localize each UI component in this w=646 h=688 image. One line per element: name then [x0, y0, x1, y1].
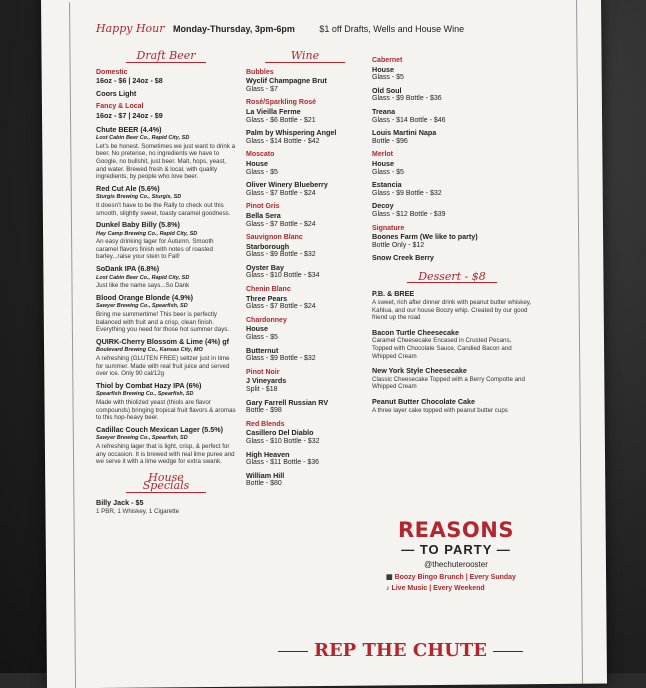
reasons-subtitle: — TO PARTY —: [401, 542, 511, 557]
brewery: Lost Cabin Beer Co., Rapid City, SD: [96, 135, 190, 142]
wine-name: Bella Sera: [246, 210, 281, 220]
beer-desc: A refreshing (GLUTEN FREE) seltzer just in time for summer. Made with real fruit juice and served over ice. Only 90 cal/12g: [96, 355, 230, 378]
beer-name: Blood Orange Blonde (4.9%): [96, 292, 194, 302]
wine-category: Rosé/Sparkling Rosé: [246, 99, 317, 107]
beer-desc: An easy drinking lager for Autumn. Smooth caramel flavors finish with notes of roasted barley...raise your stein to Fall!: [96, 238, 214, 261]
domestic-label: Domestic: [96, 68, 128, 76]
wine-category: Merlot: [372, 151, 393, 159]
brewery: Sawyer Brewing Co., Spearfish, SD: [96, 435, 188, 442]
wine-price: Glass - $10 Bottle - $34: [246, 272, 320, 280]
wine-price: Glass - $9 Bottle - $32: [372, 189, 442, 197]
dessert-list: [372, 290, 532, 414]
domestic-item: Coors Light: [96, 88, 137, 98]
happy-hour-banner: [96, 22, 464, 35]
beer-list: [96, 126, 236, 466]
wine-item: [246, 317, 364, 343]
wine-name: House: [246, 158, 268, 168]
wine-category: Cabernet: [372, 57, 403, 64]
event-music: [386, 585, 526, 592]
wine-item: [372, 57, 532, 83]
wine-name: Gary Farrell Russian RV: [246, 397, 329, 407]
rep-text: REP THE CHUTE: [314, 640, 488, 661]
calendar-icon: ▦: [386, 574, 393, 581]
wine-name: Wyclif Champagne Brut: [246, 76, 327, 86]
dessert-desc: Caramel Cheesecake Encased in Crusted Pecans, Topped with Chocolate Sauce, Candied Bacon and Whipped Cream: [372, 337, 512, 360]
wine-category: Bubbles: [246, 68, 274, 76]
wine-price: Glass - $5: [246, 334, 278, 342]
reasons-to-party: [386, 518, 526, 592]
beer-name: Cadillac Couch Mexican Lager (5.5%): [96, 424, 224, 434]
happy-hour-deal: $1 off Drafts, Wells and House Wine: [319, 24, 465, 34]
wine-price: Glass - $9 Bottle - $32: [246, 355, 316, 363]
domestic-price: 16oz - $6 | 24oz - $8: [96, 76, 163, 86]
wine-name: Boones Farm (We like to party): [372, 232, 478, 242]
wine-name: La Vieilla Ferme: [246, 106, 301, 116]
wine-item: [246, 472, 364, 489]
dessert-desc: A sweet, rich after dinner drink with peanut butter whiskey, Kahlua, and our house Boozy whip. Created by our good friend up the road: [372, 299, 532, 322]
rep-the-chute: [272, 640, 529, 661]
event-bingo-text: Boozy Bingo Brunch | Every Sunday: [394, 574, 516, 581]
brewery: Hay Camp Brewing Co., Rapid City, SD: [96, 230, 198, 237]
wine-item: [372, 87, 532, 104]
divider: [493, 651, 523, 652]
beer-desc: Just like the name says...So Dank: [96, 282, 190, 290]
draft-beer-column: [96, 49, 236, 515]
wine-category: Signature: [372, 224, 405, 232]
wine-name: House: [246, 324, 268, 334]
wine-price: Glass - $7 Bottle - $24: [246, 303, 316, 311]
wine-item: [246, 203, 364, 229]
wine-item: [246, 234, 364, 260]
beer-desc: Bring me summertime! This beer is perfectly balanced with fruit and a crisp, clean finish. Everything you need for those hot summer days.: [96, 311, 230, 334]
reasons-title: REASONS: [398, 518, 514, 542]
wine-item: [246, 181, 364, 198]
wine-price: Glass - $12 Bottle - $39: [372, 210, 446, 218]
wine-price: Glass - $9 Bottle - $36: [372, 95, 442, 103]
wine-name: High Heaven: [246, 449, 290, 459]
wine-item: [246, 286, 364, 312]
beer-desc: Let's be honest. Sometimes we just want to drink a beer. No pretense, no ingredients we have to Google, no bullshit, just beer. Malt, hops, yeast, and water. Brewed fresh & local, with quality ingredients, by people who love beer.: [96, 142, 236, 181]
wine-column: [246, 49, 364, 493]
dessert-desc: A three layer cake topped with peanut butter cups: [372, 406, 508, 414]
wine-item: [372, 202, 532, 219]
fancy-price: 16oz - $7 | 24oz - $9: [96, 110, 163, 120]
beer-name: Thiol by Combat Hazy IPA (6%): [96, 380, 202, 390]
beer-item: [96, 221, 236, 261]
wine-category: Chardonney: [246, 316, 287, 324]
wine-item: [246, 264, 364, 281]
wine-name: Estancia: [372, 180, 402, 190]
wine-price: Glass - $10 Bottle - $32: [246, 437, 320, 445]
beer-name: Dunkel Baby Billy (5.8%): [96, 220, 180, 230]
wine-price: Bottle - $80: [246, 480, 282, 488]
beer-name: SoDank IPA (6.8%): [96, 264, 160, 274]
beer-item: [96, 265, 236, 290]
wine-price: Glass - $7 Bottle - $24: [246, 220, 316, 228]
wine-category: Sauvignon Blanc: [246, 234, 303, 242]
event-bingo: [386, 573, 526, 581]
social-handle: @thechuterooster: [424, 560, 488, 569]
wine-name: Starborough: [246, 241, 290, 251]
wine-price: Glass - $14 Bottle - $42: [246, 137, 320, 145]
happy-hour-time: Monday-Thursday, 3pm-6pm: [173, 24, 295, 34]
wine-name: Oyster Bay: [246, 262, 284, 272]
wine-item: [372, 225, 532, 251]
wine-price: Glass - $5: [372, 168, 404, 176]
special-desc: 1 PBR, 1 Whiskey, 1 Cigarette: [96, 507, 180, 515]
beer-desc: Made with thiolized yeast (thiols are flavor compounds) bringing tropical fruit flavors & aromas to this hop-heavy beer.: [96, 398, 236, 422]
wine-name: Snow Creek Berry: [372, 253, 434, 263]
wine-item: [246, 347, 364, 364]
wine-category: Moscato: [246, 151, 275, 159]
wine-list-1: [246, 69, 364, 489]
dessert-name: Peanut Butter Chocolate Cake: [372, 397, 476, 406]
beer-name: Chute BEER (4.4%): [96, 124, 162, 134]
brewery: Sawyer Brewing Co., Spearfish, SD: [96, 303, 188, 310]
wine-price: Glass - $14 Bottle - $46: [372, 116, 446, 124]
special-item: Billy Jack - $5: [96, 497, 144, 507]
wine-item: [246, 421, 364, 447]
wine-price: Bottle Only - $12: [372, 241, 425, 249]
wine-item: [246, 151, 364, 177]
wine-name: Butternut: [246, 345, 279, 355]
wine-name: House: [372, 158, 394, 168]
wine-item: [372, 181, 532, 198]
event-music-text: Live Music | Every Weekend: [391, 585, 485, 592]
divider: [278, 651, 308, 652]
wine-price: Glass - $6 Bottle - $21: [246, 116, 316, 124]
brewery: Sturgis Brewing Co., Sturgis, SD: [96, 194, 182, 201]
beer-item: [96, 294, 236, 334]
wine-category: Red Blends: [246, 420, 285, 428]
dessert-heading: Dessert - $8: [407, 273, 497, 284]
wine-item: [246, 129, 364, 146]
house-specials-heading: House Specials: [126, 474, 206, 493]
wine-list-2: [372, 57, 532, 263]
dessert-name: P.B. & BREE: [372, 289, 415, 299]
beer-item: [96, 382, 236, 422]
dessert-name: New York Style Cheesecake: [372, 366, 467, 376]
wine-price: Glass - $11 Bottle - $36: [246, 459, 320, 467]
wine-category: Pinot Gris: [246, 203, 280, 211]
wine-name: Old Soul: [372, 85, 402, 95]
wine-price: Glass - $9 Bottle - $32: [246, 251, 316, 259]
wine-item: [372, 129, 532, 146]
wine-item: [246, 99, 364, 125]
wine-name: William Hill: [246, 470, 285, 480]
wine-name: Casillero Del Diablo: [246, 428, 314, 438]
wine-name: Treana: [372, 106, 396, 116]
wine-item: [372, 254, 532, 263]
wine-item: [246, 369, 364, 395]
guitar-icon: ♪: [386, 585, 390, 592]
wine-heading: Wine: [265, 52, 345, 63]
brewery: Spearfish Brewing Co., Spearfish, SD: [96, 391, 194, 398]
beer-name: QUIRK-Cherry Blossom & Lime (4%) gf: [96, 336, 229, 346]
reasons-subtitle-text: TO PARTY: [419, 542, 493, 557]
fancy-label: Fancy & Local: [96, 103, 144, 111]
beer-item: [96, 126, 236, 181]
beer-desc: A refreshing lager that is light, crisp, & perfect for any occasion. It is brewed with real lime puree and we serve it with a lime wedge for extra swank.: [96, 442, 235, 466]
wine-dessert-column: [372, 52, 532, 414]
beer-desc: It doesn't have to be the Rally to check out this smooth, slightly sweet, toasty caramel goodness.: [96, 201, 231, 217]
wine-name: Oliver Winery Blueberry: [246, 180, 328, 190]
wine-price: Bottle - $96: [372, 137, 408, 145]
wine-item: [246, 451, 364, 468]
wine-name: House: [372, 64, 394, 74]
wine-name: J Vineyards: [246, 376, 287, 386]
wine-name: Three Pears: [246, 293, 288, 303]
happy-hour-title: Happy Hour: [96, 22, 165, 35]
wine-name: Louis Martini Napa: [372, 128, 437, 138]
beer-item: [96, 185, 236, 217]
brewery: Boulevard Brewing Co., Kansas City, MO: [96, 347, 203, 354]
brewery: Lost Cabin Beer Co., Rapid City, SD: [96, 274, 190, 281]
wine-item: [246, 399, 364, 416]
wine-name: Palm by Whispering Angel: [246, 128, 337, 138]
dessert-desc: Classic Cheesecake Topped with a Berry Compotte and Whipped Cream: [372, 375, 525, 391]
wine-price: Glass - $5: [372, 74, 404, 82]
wine-item: [372, 108, 532, 125]
beer-name: Red Cut Ale (5.6%): [96, 183, 160, 193]
wine-item: [246, 69, 364, 95]
wine-name: Decoy: [372, 201, 394, 211]
beer-item: [96, 426, 236, 466]
wine-price: Glass - $7: [246, 85, 278, 93]
wine-category: Chenin Blanc: [246, 286, 291, 294]
wine-item: [372, 151, 532, 177]
wine-category: Pinot Noir: [246, 368, 280, 376]
draft-beer-heading: Draft Beer: [126, 52, 206, 63]
dessert-name: Bacon Turtle Cheesecake: [372, 327, 459, 337]
wine-price: Glass - $5: [246, 168, 278, 176]
wine-price: Glass - $7 Bottle - $24: [246, 189, 316, 197]
beer-item: [96, 338, 236, 378]
wine-price: Split - $18: [246, 386, 278, 393]
wine-price: Bottle - $98: [246, 407, 282, 415]
